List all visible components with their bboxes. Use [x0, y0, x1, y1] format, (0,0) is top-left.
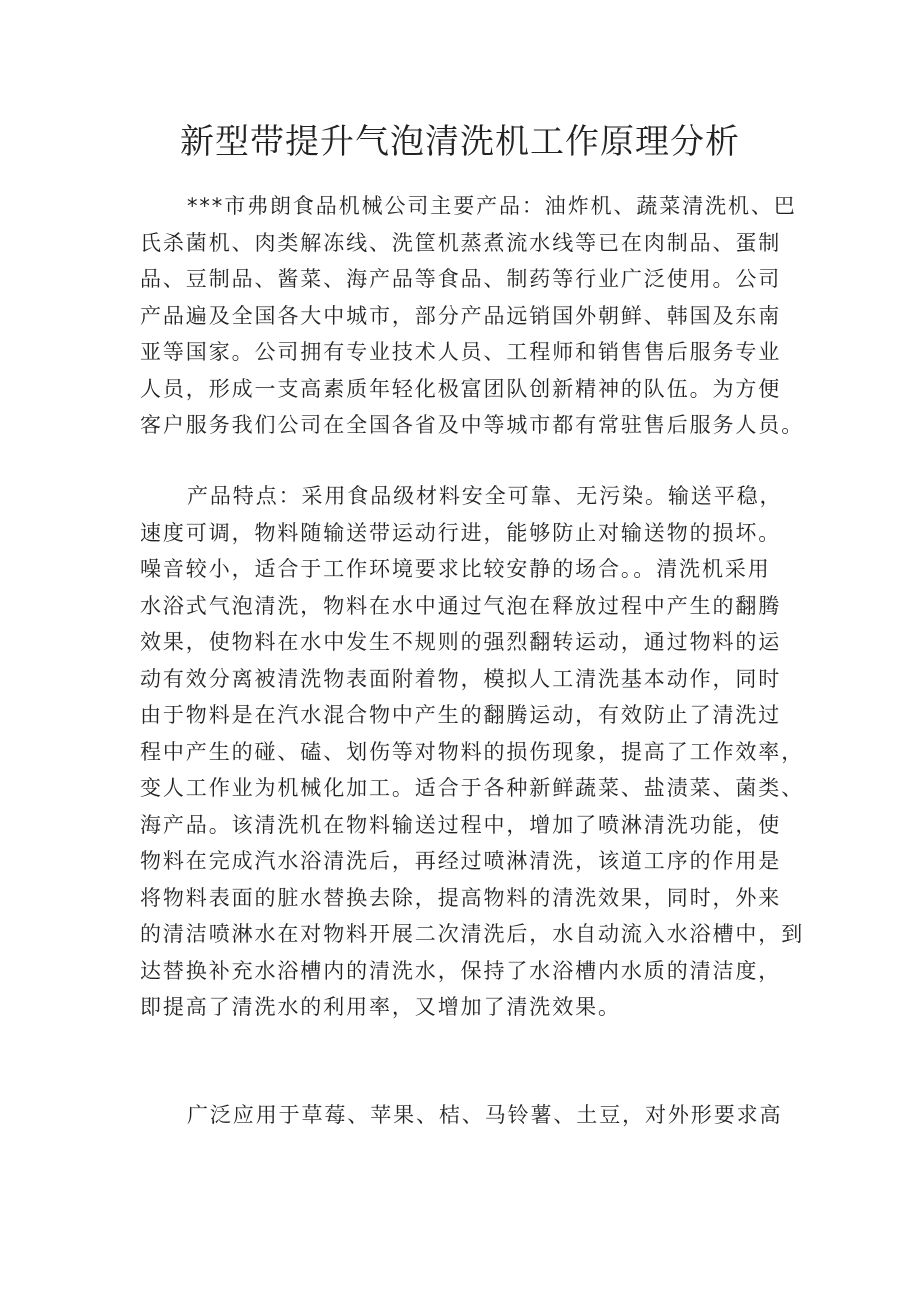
paragraph-company-intro — [140, 188, 805, 444]
text-line: 氏杀菌机、肉类解冻线、洗筐机蒸煮流水线等已在肉制品、蛋制 — [140, 230, 782, 255]
paragraph-product-features — [140, 478, 805, 1026]
text-line: 海产品。该清洗机在物料输送过程中，增加了喷淋清洗功能，使 — [140, 812, 782, 837]
text-line: 水浴式气泡清洗，物料在水中通过气泡在释放过程中产生的翻腾 — [140, 593, 782, 618]
text-line: 的清洁喷淋水在对物料开展二次清洗后，水自动流入水浴槽中，到 — [140, 922, 805, 946]
text-line: 噪音较小，适合于工作环境要求比较安静的场合。。清洗机采用 — [140, 557, 771, 581]
paragraph-applications — [140, 1097, 800, 1134]
text-line: 亚等国家。公司拥有专业技术人员、工程师和销售售后服务专业 — [140, 340, 782, 364]
text-line: 即提高了清洗水的利用率，又增加了清洗效果。 — [140, 995, 621, 1019]
text-line: 人员，形成一支高素质年轻化极富团队创新精神的队伍。为方便 — [140, 376, 782, 401]
text-line: 达替换补充水浴槽内的清洗水，保持了水浴槽内水质的清洁度， — [140, 958, 782, 983]
text-line: 物料在完成汽水浴清洗后，再经过喷淋清洗，该道工序的作用是 — [140, 849, 782, 873]
text-line: 客户服务我们公司在全国各省及中等城市都有常驻售后服务人员。 — [140, 413, 805, 437]
text-line: 效果，使物料在水中发生不规则的强烈翻转运动，通过物料的运 — [140, 630, 782, 654]
document-title: 新型带提升气泡清洗机工作原理分析 — [180, 122, 740, 162]
text-line: 品、豆制品、酱菜、海产品等食品、制药等行业广泛使用。公司 — [140, 267, 782, 291]
text-line: 速度可调，物料随输送带运动行进，能够防止对输送物的损坏。 — [140, 520, 782, 545]
text-line: 动有效分离被清洗物表面附着物，模拟人工清洗基本动作，同时 — [140, 666, 782, 691]
text-line: 将物料表面的脏水替换去除，提高物料的清洗效果，同时，外来 — [140, 885, 782, 910]
text-line: 广泛应用于草莓、苹果、桔、马铃薯、土豆，对外形要求高 — [187, 1103, 783, 1127]
text-line: 产品特点：采用食品级材料安全可靠、无污染。输送平稳， — [187, 484, 783, 508]
text-line: 变人工作业为机械化加工。适合于各种新鲜蔬菜、盐渍菜、菌类、 — [140, 776, 805, 800]
text-line: 产品遍及全国各大中城市，部分产品远销国外朝鲜、韩国及东南 — [140, 303, 782, 328]
text-line: 由于物料是在汽水混合物中产生的翻腾运动，有效防止了清洗过 — [140, 703, 782, 727]
text-line: 程中产生的碰、磕、划伤等对物料的损伤现象，提高了工作效率， — [140, 739, 805, 764]
text-line: ***市弗朗食品机械公司主要产品：油炸机、蔬菜清洗机、巴 — [187, 194, 797, 218]
